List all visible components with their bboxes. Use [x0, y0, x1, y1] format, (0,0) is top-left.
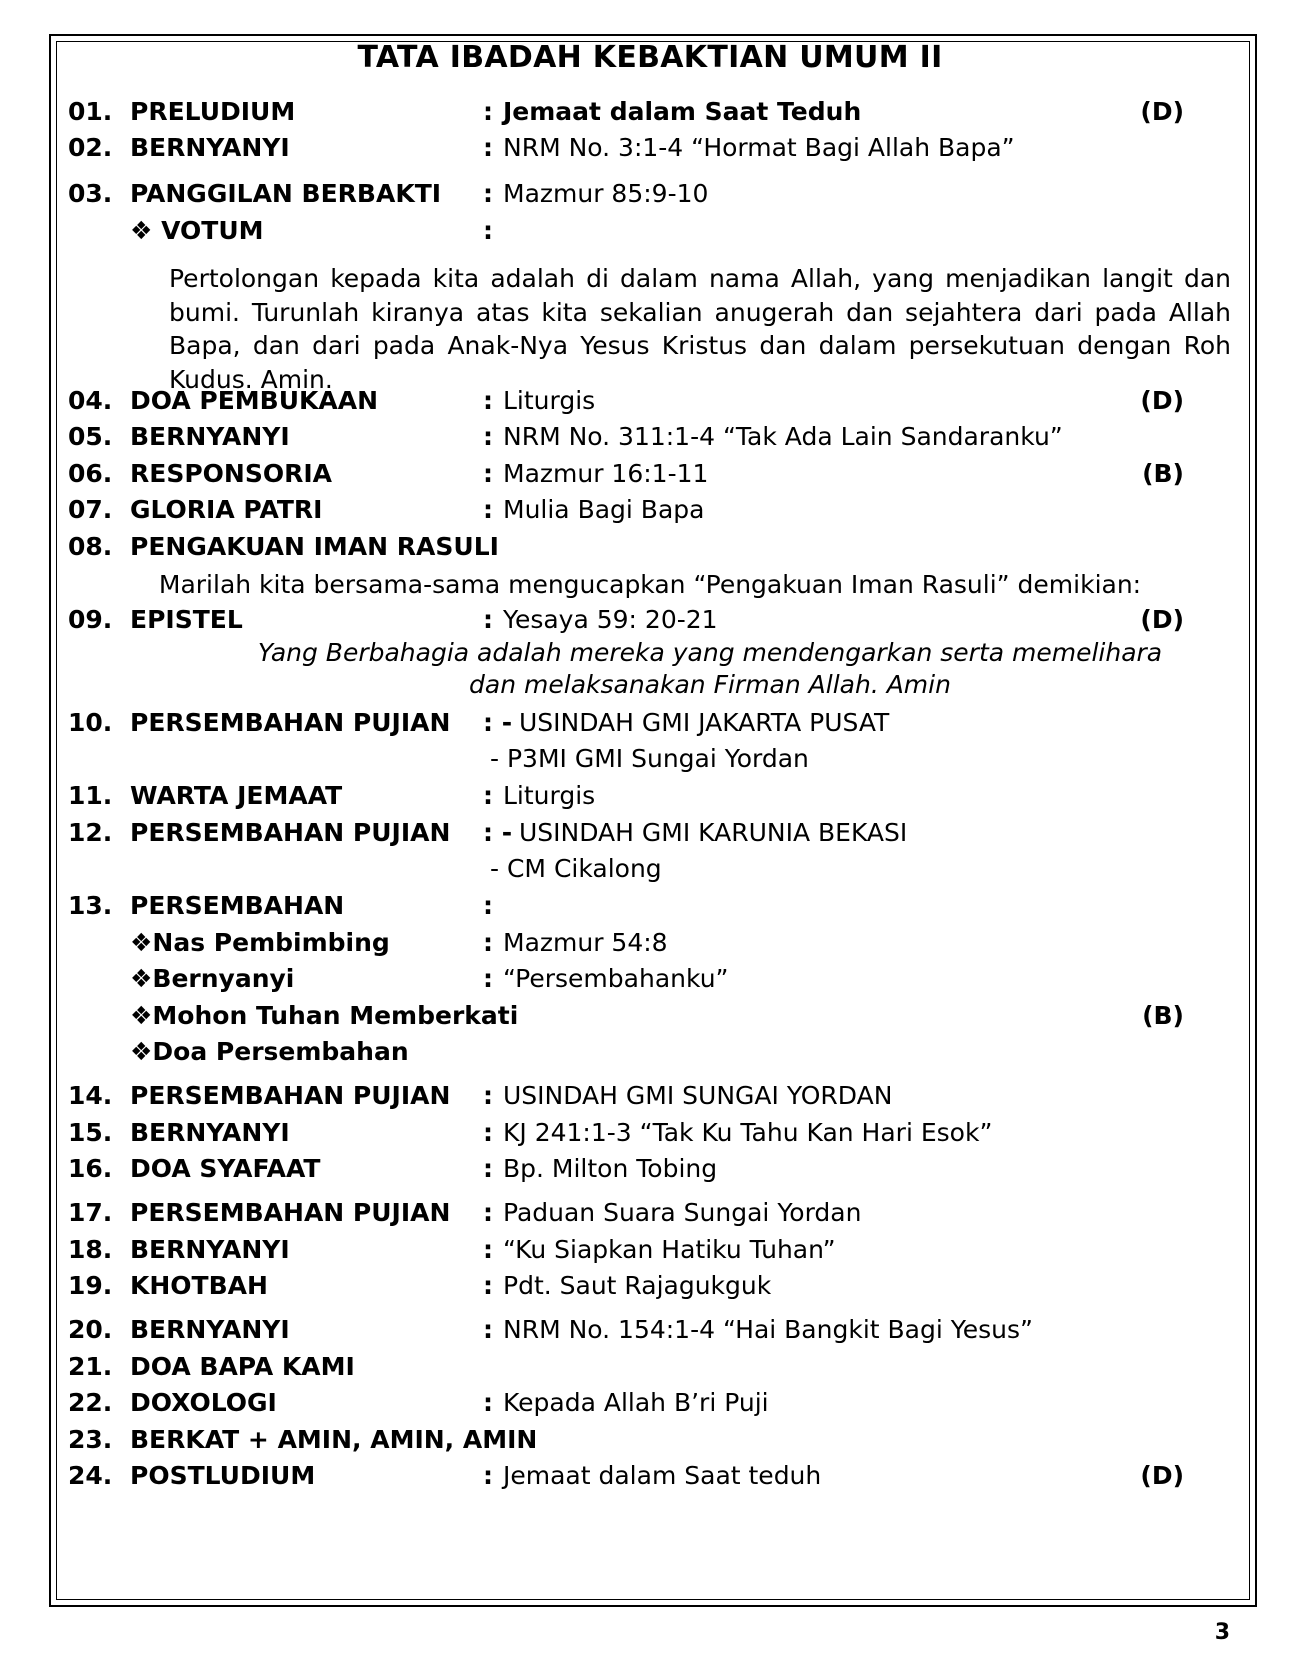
item-role-mark: (B): [1142, 1001, 1184, 1030]
service-item: [0, 998, 1300, 1034]
item-number: 12.: [68, 818, 113, 847]
service-item: [0, 925, 1300, 961]
service-item: [0, 176, 1300, 212]
item-colon: :: [483, 964, 493, 993]
item-role-mark: (D): [1140, 97, 1184, 126]
item-value: USINDAH GMI KARUNIA BEKASI: [519, 818, 908, 847]
item-label: ❖ VOTUM: [130, 216, 264, 245]
item-number: 17.: [68, 1198, 113, 1227]
service-item: [0, 1195, 1300, 1231]
item-number: 18.: [68, 1235, 113, 1264]
item-label: DOA BAPA KAMI: [130, 1352, 355, 1381]
item-value: Mazmur 16:1-11: [503, 459, 709, 488]
item-label: WARTA JEMAAT: [130, 781, 343, 810]
item-label: DOA PEMBUKAAN: [130, 386, 379, 415]
item-value: Jemaat dalam Saat Teduh: [503, 97, 862, 126]
item-number: 13.: [68, 891, 113, 920]
service-item: [0, 705, 1300, 741]
item-number: 06.: [68, 459, 113, 488]
item-colon: :: [483, 1235, 493, 1264]
item-number: 03.: [68, 179, 113, 208]
service-item: [0, 213, 1300, 249]
service-item: [0, 1115, 1300, 1151]
item-value: Mulia Bagi Bapa: [503, 495, 705, 524]
item-colon: :: [483, 133, 493, 162]
item-label: PERSEMBAHAN PUJIAN: [130, 818, 451, 847]
item-value: Mazmur 85:9-10: [503, 179, 709, 208]
service-item: [0, 1151, 1300, 1187]
service-item: [0, 888, 1300, 924]
item-colon: :: [483, 1461, 493, 1490]
item-value: - CM Cikalong: [490, 854, 662, 883]
service-item: [0, 419, 1300, 455]
item-colon: :: [483, 1388, 493, 1417]
item-number: 20.: [68, 1315, 113, 1344]
item-colon: :: [483, 97, 493, 126]
item-label: BERKAT + AMIN, AMIN, AMIN: [130, 1425, 538, 1454]
item-role-mark: (D): [1140, 386, 1184, 415]
item-label: KHOTBAH: [130, 1271, 268, 1300]
service-item: [0, 1385, 1300, 1421]
item-colon: : -: [483, 708, 513, 737]
item-label: PERSEMBAHAN PUJIAN: [130, 708, 451, 737]
item-value: NRM No. 154:1-4 “Hai Bangkit Bagi Yesus”: [503, 1315, 1033, 1344]
service-item: [0, 529, 1300, 565]
item-label: PERSEMBAHAN PUJIAN: [130, 1198, 451, 1227]
item-colon: :: [483, 179, 493, 208]
item-number: 15.: [68, 1118, 113, 1147]
item-colon: :: [483, 1271, 493, 1300]
item-number: 01.: [68, 97, 113, 126]
service-item: [0, 778, 1300, 814]
service-item: [0, 602, 1300, 638]
item-colon: :: [483, 422, 493, 451]
item-value: Paduan Suara Sungai Yordan: [503, 1198, 862, 1227]
service-item: [0, 1232, 1300, 1268]
item-number: 14.: [68, 1081, 113, 1110]
item-number: 21.: [68, 1352, 113, 1381]
item-colon: :: [483, 891, 493, 920]
item-number: 16.: [68, 1154, 113, 1183]
service-item: [0, 1312, 1300, 1348]
service-item: [0, 815, 1300, 851]
item-value: Liturgis: [503, 386, 596, 415]
service-item: [0, 741, 1300, 777]
item-number: 02.: [68, 133, 113, 162]
item-colon: :: [483, 459, 493, 488]
item-value: Mazmur 54:8: [503, 928, 668, 957]
service-item: [0, 1422, 1300, 1458]
service-item: [0, 1268, 1300, 1304]
item-label: ❖Doa Persembahan: [130, 1037, 409, 1066]
service-item: [0, 1078, 1300, 1114]
item-value: NRM No. 311:1-4 “Tak Ada Lain Sandaranku”: [503, 422, 1063, 451]
service-item: [0, 1034, 1300, 1070]
item-value: Yesaya 59: 20-21: [503, 605, 718, 634]
service-item: [0, 130, 1300, 166]
item-label: DOA SYAFAAT: [130, 1154, 321, 1183]
pengakuan-instruction: Marilah kita bersama-sama mengucapkan “Pengakuan Iman Rasuli” demikian:: [158, 570, 1142, 599]
item-number: 04.: [68, 386, 113, 415]
item-label: BERNYANYI: [130, 1118, 290, 1147]
item-value: Liturgis: [503, 781, 596, 810]
item-label: PERSEMBAHAN PUJIAN: [130, 1081, 451, 1110]
item-colon: :: [483, 495, 493, 524]
page-title: TATA IBADAH KEBAKTIAN UMUM II: [357, 40, 943, 75]
item-label: PRELUDIUM: [130, 97, 296, 126]
item-colon: :: [483, 386, 493, 415]
item-label: DOXOLOGI: [130, 1388, 277, 1417]
item-colon: :: [483, 216, 493, 245]
item-colon: :: [483, 605, 493, 634]
item-label: EPISTEL: [130, 605, 243, 634]
epistel-text-line1: Yang Berbahagia adalah mereka yang mendengarkan serta memelihara: [257, 638, 1163, 667]
item-value: Jemaat dalam Saat teduh: [503, 1461, 822, 1490]
item-number: 07.: [68, 495, 113, 524]
item-label: RESPONSORIA: [130, 459, 332, 488]
item-role-mark: (D): [1140, 605, 1184, 634]
item-value: NRM No. 3:1-4 “Hormat Bagi Allah Bapa”: [503, 133, 1015, 162]
service-item: [0, 961, 1300, 997]
item-value: Kepada Allah B’ri Puji: [503, 1388, 769, 1417]
item-label: PENGAKUAN IMAN RASULI: [130, 532, 499, 561]
item-number: 22.: [68, 1388, 113, 1417]
item-colon: :: [483, 1315, 493, 1344]
votum-text: Pertolongan kepada kita adalah di dalam nama Allah, yang menjadikan langit dan bumi. Turunlah kiranya atas kita sekalian anugerah dan sejahtera dari pada Allah Bapa, dan dari pada Anak-Nya Yesus Kristus dan dalam persekutuan dengan Roh Kudus. Amin.: [169, 264, 1231, 394]
item-label: BERNYANYI: [130, 1235, 290, 1264]
item-label: PANGGILAN BERBAKTI: [130, 179, 442, 208]
item-label: BERNYANYI: [130, 422, 290, 451]
item-colon: :: [483, 781, 493, 810]
item-value: - P3MI GMI Sungai Yordan: [490, 744, 809, 773]
item-label: POSTLUDIUM: [130, 1461, 316, 1490]
service-item: [0, 456, 1300, 492]
item-label: GLORIA PATRI: [130, 495, 323, 524]
item-number: 19.: [68, 1271, 113, 1300]
item-value: Pdt. Saut Rajagukguk: [503, 1271, 772, 1300]
item-number: 11.: [68, 781, 113, 810]
item-label: ❖Bernyanyi: [130, 964, 295, 993]
item-label: ❖Mohon Tuhan Memberkati: [130, 1001, 519, 1030]
item-label: BERNYANYI: [130, 1315, 290, 1344]
item-label: BERNYANYI: [130, 133, 290, 162]
item-value: Bp. Milton Tobing: [503, 1154, 718, 1183]
item-value: “Ku Siapkan Hatiku Tuhan”: [503, 1235, 836, 1264]
item-colon: :: [483, 1118, 493, 1147]
item-value: “Persembahanku”: [503, 964, 729, 993]
item-colon: :: [483, 928, 493, 957]
item-label: PERSEMBAHAN: [130, 891, 345, 920]
service-item: [0, 1349, 1300, 1385]
service-item: [0, 1458, 1300, 1494]
item-number: 08.: [68, 532, 113, 561]
page-number: 3: [1214, 1620, 1230, 1645]
item-number: 10.: [68, 708, 113, 737]
service-item: [0, 851, 1300, 887]
item-colon: : -: [483, 818, 513, 847]
item-role-mark: (D): [1140, 1461, 1184, 1490]
epistel-text-line2: dan melaksanakan Firman Allah. Amin: [469, 670, 951, 699]
item-number: 09.: [68, 605, 113, 634]
item-number: 05.: [68, 422, 113, 451]
item-colon: :: [483, 1154, 493, 1183]
item-value: USINDAH GMI SUNGAI YORDAN: [503, 1081, 893, 1110]
service-item: [0, 94, 1300, 130]
item-colon: :: [483, 1198, 493, 1227]
item-value: USINDAH GMI JAKARTA PUSAT: [519, 708, 890, 737]
item-label: ❖Nas Pembimbing: [130, 928, 390, 957]
service-item: [0, 492, 1300, 528]
item-number: 23.: [68, 1425, 113, 1454]
item-role-mark: (B): [1142, 459, 1184, 488]
item-number: 24.: [68, 1461, 113, 1490]
item-value: KJ 241:1-3 “Tak Ku Tahu Kan Hari Esok”: [503, 1118, 993, 1147]
item-colon: :: [483, 1081, 493, 1110]
